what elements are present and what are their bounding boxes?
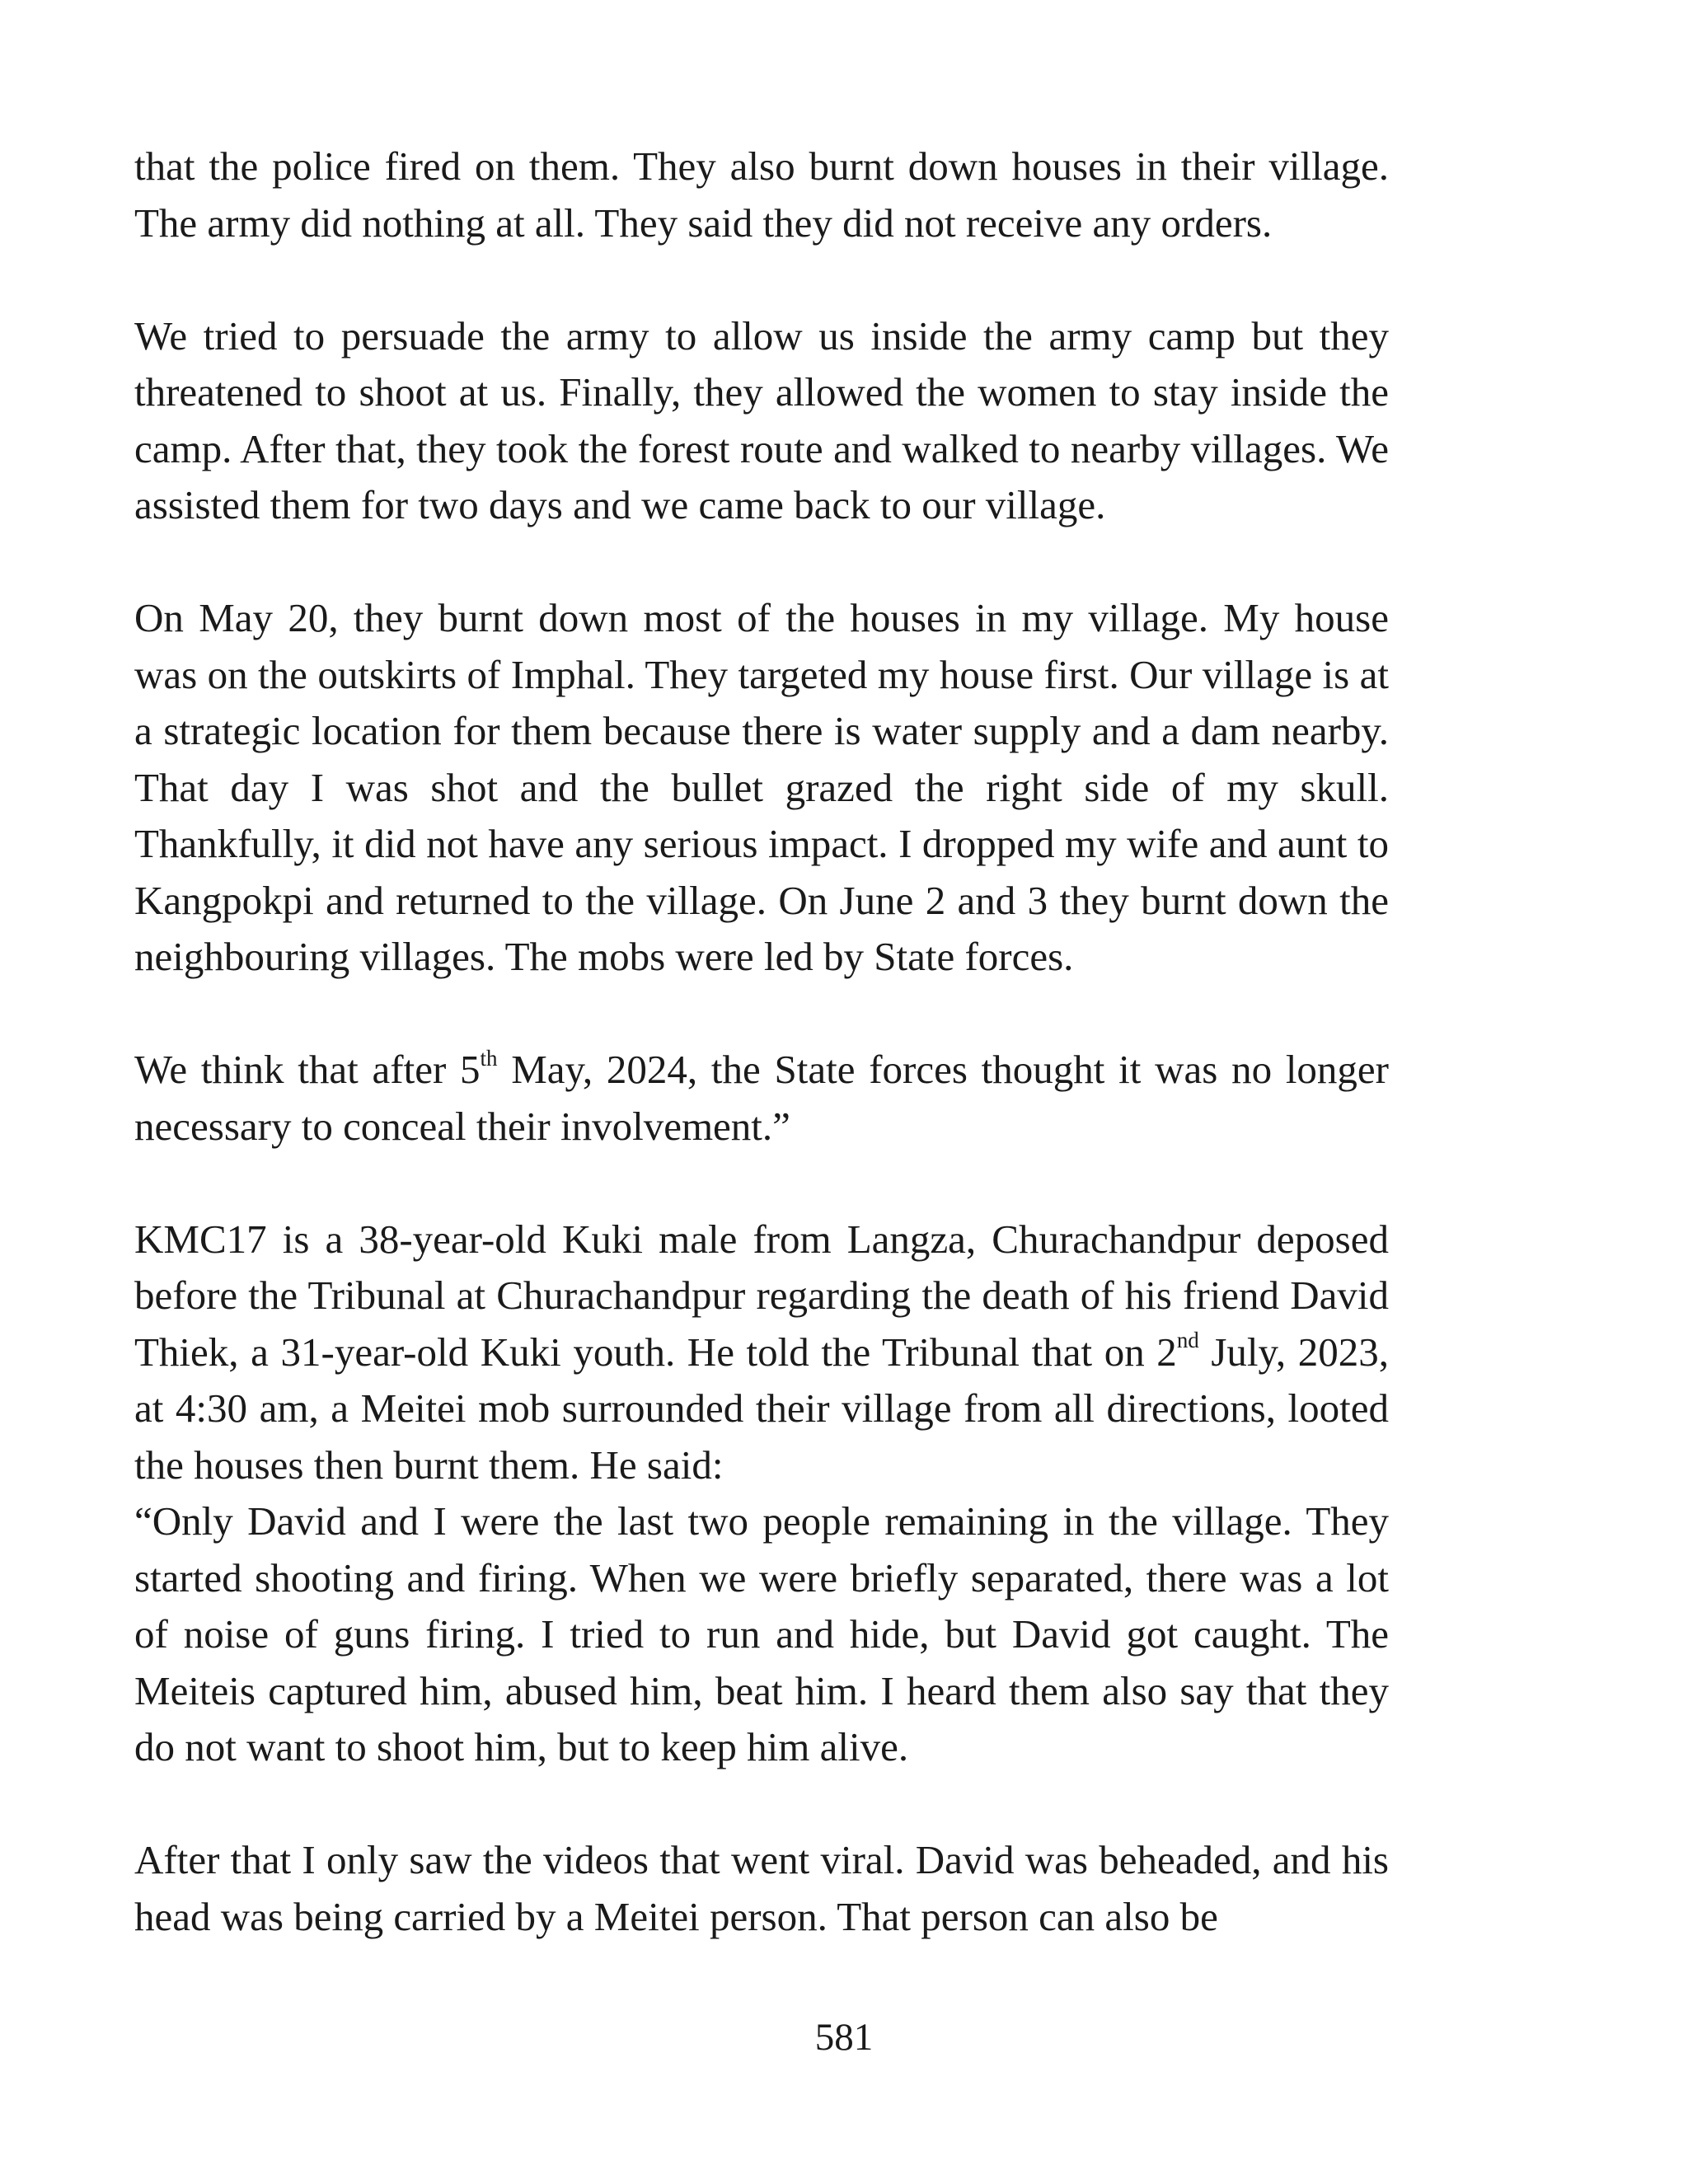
ordinal-suffix: nd	[1176, 1328, 1199, 1353]
paragraph-1: that the police fired on them. They also burnt down houses in their village. The army did nothing at all. They said they did not receive any orders.	[134, 143, 1389, 246]
paragraph-gap	[134, 1776, 1389, 1833]
paragraph-4-text-start: We think that after 5	[134, 1047, 481, 1092]
paragraph-5	[134, 1212, 1389, 1494]
paragraph-5-text-start: KMC17 is a 38-year-old Kuki male from Langza, Churachandpur deposed before the Tribunal at Churachandpur regarding the death of his friend David Thiek, a 31-year-old Kuki youth. He told the Tribunal that on 2	[134, 1216, 1389, 1375]
ordinal-suffix: th	[480, 1045, 498, 1071]
paragraph-2: We tried to persuade the army to allow us inside the army camp but they threatened to shoot at us. Finally, they allowed the women to stay inside the camp. After that, they took the forest route and walked to nearby villages. We assisted them for two days and we came back to our village.	[134, 312, 1389, 527]
paragraph-4	[134, 1042, 1389, 1155]
paragraph-7: After that I only saw the videos that went viral. David was beheaded, and his head was being carried by a Meitei person. That person can also be	[134, 1837, 1389, 1939]
paragraph-5-text-end: July, 2023, at 4:30 am, a Meitei mob surrounded their village from all directions, looted the houses then burnt them. He said:	[134, 1329, 1389, 1488]
document-body	[134, 138, 1389, 1945]
paragraph-gap	[134, 251, 1389, 308]
paragraph-3: On May 20, they burnt down most of the houses in my village. My house was on the outskirts of Imphal. They targeted my house first. Our village is at a strategic location for them because there is water supply and a dam nearby. That day I was shot and the bullet grazed the right side of my skull. Thankfully, it did not have any serious impact. I dropped my wife and aunt to Kangpokpi and returned to the village. On June 2 and 3 they burnt down the neighbouring villages. The mobs were led by State forces.	[134, 595, 1389, 979]
page-number: 581	[814, 2016, 874, 2059]
paragraph-gap	[134, 534, 1389, 591]
paragraph-gap	[134, 986, 1389, 1043]
paragraph-6: “Only David and I were the last two people remaining in the village. They started shooting and firing. When we were briefly separated, there was a lot of noise of guns firing. I tried to run and hide, but David got caught. The Meiteis captured him, abused him, beat him. I heard them also say that they do not want to shoot him, but to keep him alive.	[134, 1498, 1389, 1769]
paragraph-gap	[134, 1155, 1389, 1212]
paragraph-4-text-end: May, 2024, the State forces thought it was no longer necessary to conceal their involvement.”	[134, 1047, 1389, 1149]
